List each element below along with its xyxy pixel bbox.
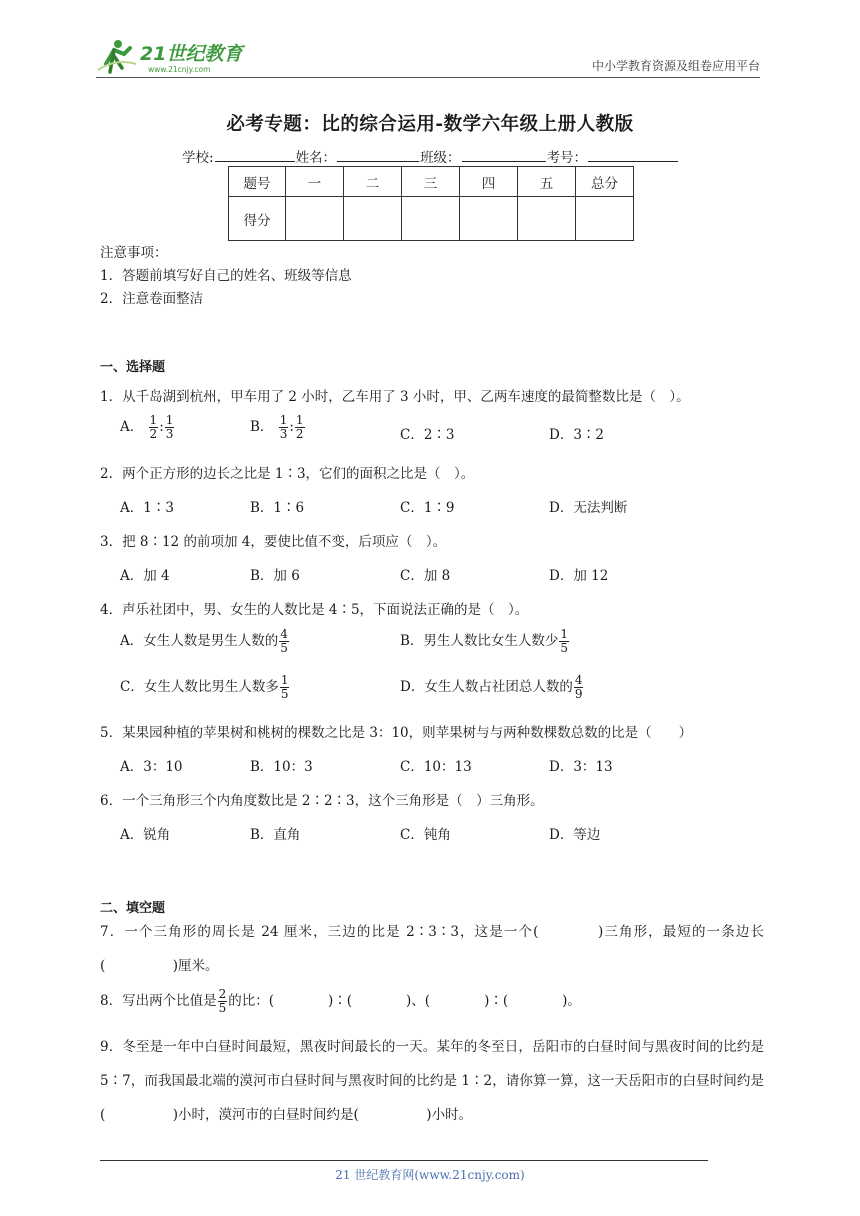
fraction — [280, 674, 290, 701]
numerator: 2 — [218, 987, 227, 1001]
question-5-option-a[interactable]: A．3：10 — [120, 759, 183, 775]
name-label: 姓名： — [295, 150, 337, 166]
numerator: 1 — [560, 627, 569, 641]
table-header-cell: 五 — [518, 167, 576, 197]
denominator: 5 — [218, 1001, 227, 1015]
table-header-cell: 一 — [286, 167, 344, 197]
question-4-option-d[interactable] — [400, 674, 584, 701]
option-text: A．女生人数是男生人数的 — [120, 633, 279, 649]
question-3-option-c[interactable]: C．加 8 — [400, 568, 451, 584]
score-cell[interactable] — [576, 197, 634, 241]
page-title: 必考专题：比的综合运用-数学六年级上册人教版 — [226, 114, 634, 135]
note-item: 2．注意卷面整洁 — [100, 291, 204, 307]
question-1-option-d[interactable]: D．3∶2 — [549, 427, 605, 443]
question-9: 9．冬至是一年中白昼时间最短，黑夜时间最长的一天。某年的冬至日，岳阳市的白昼时间与黑夜时间的比约是 5∶7，而我国最北端的漠河市白昼时间与黑夜时间的比约是 1∶2，请你算一算，这一天岳阳市的白昼时间约是( )小时，漠河市的白昼时间约是( )小时。 — [100, 1039, 764, 1123]
page-header — [96, 34, 760, 78]
note-item: 1．答题前填写好自己的姓名、班级等信息 — [100, 268, 352, 284]
numerator: 1 — [280, 673, 289, 687]
score-table — [228, 166, 634, 241]
table-header-cell: 题号 — [229, 167, 286, 197]
site-logo — [96, 34, 256, 76]
question-1-option-c[interactable]: C．2∶3 — [400, 427, 455, 443]
question-2-option-a[interactable]: A．1∶3 — [120, 500, 174, 516]
question-2-stem: 2．两个正方形的边长之比是 1∶3，它们的面积之比是（ ）。 — [100, 466, 475, 482]
section-title-choice: 一、选择题 — [100, 360, 166, 375]
question-6-stem: 6．一个三角形三个内角度数比是 2∶2∶3，这个三角形是（ ）三角形。 — [100, 793, 544, 809]
question-7: 7．一个三角形的周长是 24 厘米，三边的比是 2∶3∶3，这是一个( )三角形，最短的一条边长( )厘米。 — [100, 924, 764, 974]
footer-divider — [100, 1160, 708, 1161]
question-1-option-a[interactable] — [120, 414, 175, 441]
exam-no-field[interactable] — [588, 148, 678, 162]
class-field[interactable] — [462, 148, 546, 162]
score-cell[interactable] — [286, 197, 344, 241]
section-title-fill: 二、填空题 — [100, 901, 166, 916]
svg-text:21世纪教育: 21世纪教育 — [140, 43, 243, 65]
denominator: 9 — [574, 687, 583, 701]
notes-block — [100, 242, 352, 311]
question-8 — [100, 988, 581, 1015]
denominator: 2 — [295, 427, 304, 441]
school-field[interactable] — [215, 148, 295, 162]
question-4-option-c[interactable] — [120, 674, 290, 701]
question-4-option-b[interactable] — [400, 628, 570, 655]
numerator: 1 — [149, 413, 158, 427]
fraction — [279, 628, 289, 655]
denominator: 3 — [165, 427, 174, 441]
student-info-row — [182, 146, 679, 166]
numerator: 1 — [295, 413, 304, 427]
question-6-option-d[interactable]: D．等边 — [549, 827, 601, 843]
question-2-option-b[interactable]: B．1∶6 — [250, 500, 305, 516]
footer-text: 21 世纪教育网(www.21cnjy.com) — [335, 1168, 525, 1182]
denominator: 5 — [560, 641, 569, 655]
name-field[interactable] — [337, 148, 419, 162]
question-5-option-c[interactable]: C．10：13 — [400, 759, 472, 775]
question-8-pre: 8．写出两个比值是 — [100, 993, 217, 1009]
score-cell[interactable] — [518, 197, 576, 241]
question-5-option-b[interactable]: B．10：3 — [250, 759, 313, 775]
fraction — [295, 414, 305, 441]
score-row-label: 得分 — [229, 197, 286, 241]
option-text: B．男生人数比女生人数少 — [400, 633, 559, 649]
svg-text:www.21cnjy.com: www.21cnjy.com — [148, 65, 211, 74]
question-5-option-d[interactable]: D．3：13 — [549, 759, 613, 775]
platform-name: 中小学教育资源及组卷应用平台 — [591, 59, 760, 73]
table-header-cell: 总分 — [576, 167, 634, 197]
exam-no-label: 考号： — [546, 150, 588, 166]
score-cell[interactable] — [460, 197, 518, 241]
question-1-option-b[interactable] — [250, 414, 306, 441]
option-label: A． — [120, 419, 144, 435]
colon: : — [159, 419, 164, 435]
question-3-option-a[interactable]: A．加 4 — [120, 568, 170, 584]
notes-title: 注意事项： — [100, 245, 168, 261]
fraction — [574, 674, 584, 701]
numerator: 4 — [574, 673, 583, 687]
question-5-stem: 5．某果园种植的苹果树和桃树的棵数之比是 3：10，则苹果树与与两种数棵数总数的比是（ ） — [100, 725, 693, 741]
fraction — [149, 414, 159, 441]
fraction — [279, 414, 289, 441]
question-1-stem: 1．从千岛湖到杭州，甲车用了 2 小时，乙车用了 3 小时，甲、乙两车速度的最简整数比是（ ）。 — [100, 389, 690, 405]
fraction — [165, 414, 175, 441]
school-label: 学校: — [182, 150, 214, 166]
fraction — [218, 988, 228, 1015]
question-2-option-d[interactable]: D．无法判断 — [549, 500, 628, 516]
score-table-header-row — [229, 167, 634, 197]
numerator: 1 — [165, 413, 174, 427]
option-label: B． — [250, 419, 274, 435]
question-6-option-a[interactable]: A．锐角 — [120, 827, 171, 843]
question-4-stem: 4．声乐社团中，男、女生的人数比是 4∶5，下面说法正确的是（ ）。 — [100, 602, 529, 618]
numerator: 1 — [279, 413, 288, 427]
numerator: 4 — [280, 627, 288, 641]
denominator: 2 — [149, 427, 158, 441]
question-3-stem: 3．把 8∶12 的前项加 4，要使比值不变，后项应（ ）。 — [100, 534, 447, 550]
question-4-option-a[interactable] — [120, 628, 290, 655]
table-header-cell: 三 — [402, 167, 460, 197]
question-2-option-c[interactable]: C．1∶9 — [400, 500, 455, 516]
question-6-option-c[interactable]: C．钝角 — [400, 827, 451, 843]
question-3-option-d[interactable]: D．加 12 — [549, 568, 609, 584]
fraction — [559, 628, 569, 655]
question-6-option-b[interactable]: B．直角 — [250, 827, 301, 843]
option-text: D．女生人数占社团总人数的 — [400, 679, 573, 695]
score-table-score-row — [229, 197, 634, 241]
denominator: 5 — [280, 641, 288, 655]
denominator: 5 — [280, 687, 289, 701]
colon: : — [289, 419, 294, 435]
score-cell[interactable] — [402, 197, 460, 241]
table-header-cell: 二 — [344, 167, 402, 197]
denominator: 3 — [279, 427, 288, 441]
option-text: C．女生人数比男生人数多 — [120, 679, 279, 695]
question-3-option-b[interactable]: B．加 6 — [250, 568, 300, 584]
class-label: 班级： — [420, 150, 461, 166]
score-cell[interactable] — [344, 197, 402, 241]
table-header-cell: 四 — [460, 167, 518, 197]
question-8-post: 的比：( )∶( )、( )∶( )。 — [228, 993, 581, 1009]
